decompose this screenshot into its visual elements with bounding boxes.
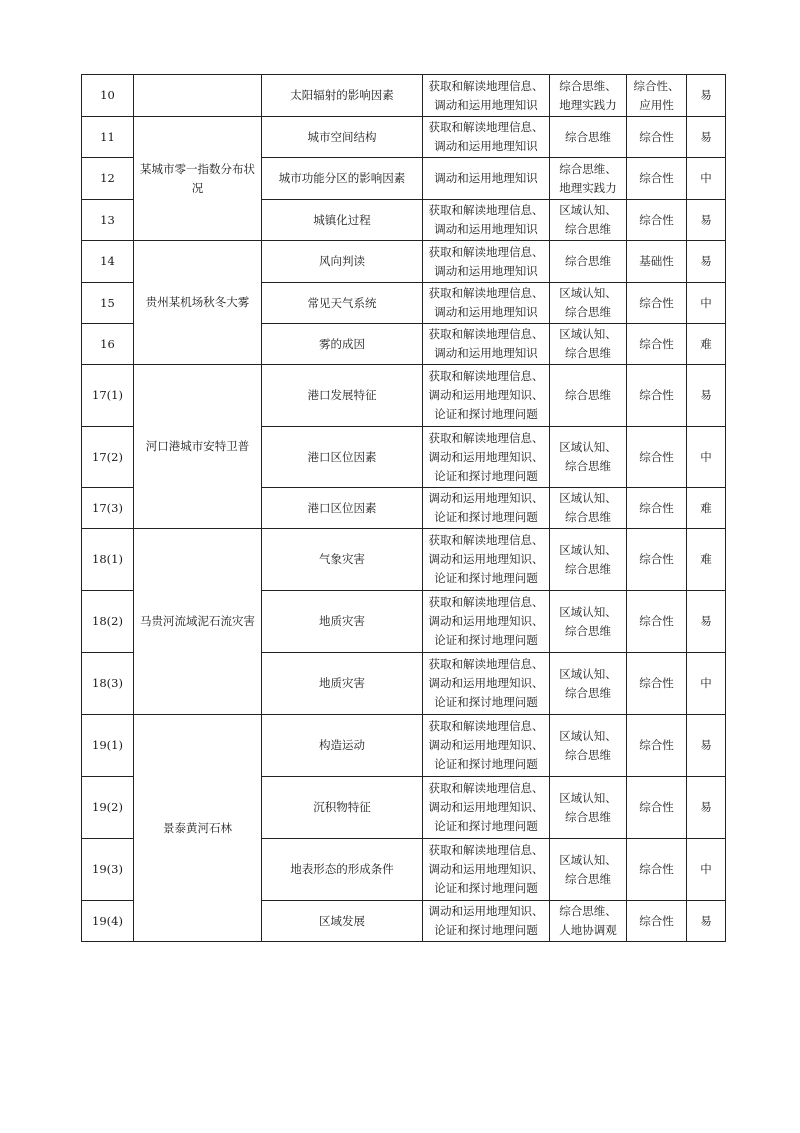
trait-cell [627,839,687,901]
literacy-cell [550,117,627,158]
question-number: 17(1) [82,365,134,427]
trait-cell-line: 综合性 [639,552,674,566]
trait-cell [627,75,687,117]
literacy-cell-line: 综合思维、 [559,904,617,918]
question-number: 19(3) [82,839,134,901]
ability-cell [423,75,550,117]
literacy-cell-line: 区域认知、 [559,542,617,557]
literacy-cell-line: 综合思维 [565,747,611,762]
literacy-cell [550,529,627,591]
ability-cell-line: 论证和探讨地理问题 [434,510,538,524]
ability-cell-line: 论证和探讨地理问题 [434,881,538,895]
context-cell: 景泰黄河石林 [134,715,262,942]
ability-cell [423,529,550,591]
ability-cell-line: 论证和探讨地理问题 [434,468,538,483]
ability-cell-line: 获取和解读地理信息、 [428,369,544,383]
ability-cell [423,117,550,158]
literacy-cell [550,653,627,715]
table-body [82,75,726,942]
question-number: 15 [82,283,134,324]
trait-cell-line: 综合性 [639,676,674,690]
content-cell: 区域发展 [262,901,423,942]
content-cell: 常见天气系统 [262,283,423,324]
trait-cell [627,653,687,715]
content-cell: 沉积物特征 [262,777,423,839]
literacy-cell-line: 区域认知、 [559,491,617,505]
difficulty-cell: 中 [687,158,726,200]
question-number: 16 [82,324,134,365]
ability-cell-line: 论证和探讨地理问题 [434,819,538,833]
literacy-cell-line: 综合思维 [565,459,611,473]
ability-cell-line: 调动和运用地理知识、 [428,800,544,814]
literacy-cell-line: 区域认知、 [559,666,617,681]
difficulty-cell: 易 [687,365,726,427]
literacy-cell-line: 地理实践力 [559,180,617,195]
content-cell: 太阳辐射的影响因素 [262,75,423,117]
ability-cell-line: 获取和解读地理信息、 [428,120,544,134]
trait-cell-line: 综合性 [639,862,674,876]
question-number: 17(3) [82,488,134,529]
literacy-cell [550,488,627,529]
difficulty-cell: 易 [687,200,726,241]
difficulty-cell: 易 [687,241,726,283]
trait-cell-line: 综合性 [639,738,674,752]
context-cell [134,75,262,117]
content-cell: 港口区位因素 [262,427,423,488]
difficulty-cell: 中 [687,427,726,488]
ability-cell-line: 论证和探讨地理问题 [434,407,538,421]
content-cell: 气象灾害 [262,529,423,591]
literacy-cell-line: 区域认知、 [559,728,617,743]
question-number: 19(2) [82,777,134,839]
content-cell: 风向判读 [262,241,423,283]
ability-cell-line: 调动和运用地理知识、 [428,738,544,752]
ability-cell-line: 论证和探讨地理问题 [434,633,538,647]
trait-cell [627,591,687,653]
difficulty-cell: 难 [687,324,726,365]
content-cell: 港口发展特征 [262,365,423,427]
ability-cell-line: 调动和运用地理知识、 [428,449,544,464]
ability-cell-line: 论证和探讨地理问题 [434,695,538,709]
table-row [82,715,726,777]
table-row [82,365,726,427]
trait-cell-line: 综合性、 [633,78,680,93]
difficulty-cell: 易 [687,75,726,117]
ability-cell [423,324,550,365]
ability-cell [423,283,550,324]
literacy-cell-line: 区域认知、 [559,327,617,341]
ability-cell [423,715,550,777]
ability-cell-line: 获取和解读地理信息、 [428,327,544,341]
literacy-cell [550,158,627,200]
question-number: 19(1) [82,715,134,777]
ability-cell [423,901,550,942]
trait-cell-line: 基础性 [639,254,674,268]
ability-cell [423,653,550,715]
ability-cell-line: 获取和解读地理信息、 [428,244,544,259]
literacy-cell [550,901,627,942]
difficulty-cell: 难 [687,529,726,591]
trait-cell [627,901,687,942]
trait-cell-line: 综合性 [639,449,674,464]
ability-cell-line: 调动和运用地理知识 [434,222,538,236]
literacy-cell [550,427,627,488]
content-cell: 城市功能分区的影响因素 [262,158,423,200]
literacy-cell-line: 综合思维 [565,623,611,638]
trait-cell-line: 综合性 [639,212,674,227]
literacy-cell [550,324,627,365]
literacy-cell-line: 区域认知、 [559,852,617,867]
ability-cell-line: 获取和解读地理信息、 [428,430,544,445]
literacy-cell-line: 综合思维 [565,346,611,360]
literacy-cell-line: 区域认知、 [559,286,617,300]
trait-cell [627,117,687,158]
literacy-cell-line: 区域认知、 [559,604,617,619]
ability-cell-line: 获取和解读地理信息、 [428,203,544,217]
trait-cell-line: 综合性 [639,913,674,928]
ability-cell-line: 获取和解读地理信息、 [428,595,544,609]
trait-cell [627,324,687,365]
ability-cell-line: 调动和运用地理知识、 [428,614,544,628]
literacy-cell-line: 综合思维 [565,561,611,576]
literacy-cell [550,365,627,427]
question-number: 13 [82,200,134,241]
literacy-cell-line: 综合思维、 [559,161,617,176]
content-cell: 城镇化过程 [262,200,423,241]
literacy-cell-line: 综合思维 [565,388,611,402]
difficulty-cell: 易 [687,715,726,777]
trait-cell [627,529,687,591]
ability-cell [423,591,550,653]
ability-cell-line: 获取和解读地理信息、 [428,719,544,733]
ability-cell [423,158,550,200]
trait-cell-line: 综合性 [639,614,674,628]
literacy-cell [550,839,627,901]
ability-cell-line: 论证和探讨地理问题 [434,923,538,937]
trait-cell [627,283,687,324]
table-row [82,241,726,283]
ability-cell-line: 获取和解读地理信息、 [428,843,544,857]
question-number: 14 [82,241,134,283]
question-number: 10 [82,75,134,117]
difficulty-cell: 难 [687,488,726,529]
literacy-cell [550,777,627,839]
trait-cell-line: 综合性 [639,500,674,515]
literacy-cell-line: 区域认知、 [559,440,617,454]
ability-cell-line: 调动和运用地理知识 [434,139,538,153]
difficulty-cell: 易 [687,591,726,653]
literacy-cell-line: 区域认知、 [559,790,617,805]
content-cell: 地质灾害 [262,653,423,715]
literacy-cell [550,591,627,653]
literacy-cell-line: 综合思维 [565,305,611,319]
trait-cell-line: 综合性 [639,129,674,144]
literacy-cell [550,241,627,283]
difficulty-cell: 易 [687,117,726,158]
ability-cell [423,839,550,901]
content-cell: 地质灾害 [262,591,423,653]
question-number: 12 [82,158,134,200]
trait-cell-line: 综合性 [639,171,674,185]
ability-cell-line: 获取和解读地理信息、 [428,78,544,93]
trait-cell [627,241,687,283]
ability-cell [423,365,550,427]
literacy-cell-line: 综合思维 [565,129,611,144]
ability-cell [423,200,550,241]
ability-cell-line: 调动和运用地理知识 [434,346,538,360]
ability-cell-line: 调动和运用地理知识 [434,305,538,319]
trait-cell-line: 综合性 [639,336,674,351]
trait-cell [627,365,687,427]
ability-cell-line: 论证和探讨地理问题 [434,571,538,585]
ability-cell-line: 调动和运用地理知识 [434,171,538,185]
table-row [82,529,726,591]
ability-cell [423,427,550,488]
context-cell: 贵州某机场秋冬大雾 [134,241,262,365]
question-number: 18(1) [82,529,134,591]
table-row [82,75,726,117]
literacy-cell [550,200,627,241]
content-cell: 港口区位因素 [262,488,423,529]
context-cell: 某城市零一指数分布状况 [134,117,262,241]
literacy-cell-line: 地理实践力 [559,97,617,112]
literacy-cell-line: 人地协调观 [559,923,617,937]
question-number: 11 [82,117,134,158]
literacy-cell-line: 综合思维 [565,222,611,236]
trait-cell [627,715,687,777]
literacy-cell-line: 综合思维、 [559,78,617,93]
trait-cell-line: 综合性 [639,800,674,814]
literacy-cell-line: 综合思维 [565,685,611,700]
question-number: 18(2) [82,591,134,653]
literacy-cell-line: 综合思维 [565,871,611,886]
trait-cell-line: 综合性 [639,388,674,402]
ability-cell-line: 论证和探讨地理问题 [434,757,538,771]
literacy-cell-line: 综合思维 [565,254,611,268]
trait-cell-line: 综合性 [639,295,674,310]
difficulty-cell: 易 [687,901,726,942]
trait-cell [627,158,687,200]
ability-cell-line: 调动和运用地理知识、 [428,491,544,505]
literacy-cell [550,715,627,777]
ability-cell-line: 调动和运用地理知识 [434,97,538,112]
literacy-cell [550,75,627,117]
ability-cell-line: 获取和解读地理信息、 [428,781,544,795]
context-cell: 马贵河流域泥石流灾害 [134,529,262,715]
content-cell: 雾的成因 [262,324,423,365]
trait-cell [627,488,687,529]
ability-cell-line: 调动和运用地理知识、 [428,552,544,566]
question-analysis-table [81,74,726,942]
ability-cell-line: 调动和运用地理知识、 [428,676,544,690]
trait-cell-line: 应用性 [639,97,674,112]
ability-cell-line: 调动和运用地理知识、 [428,904,544,918]
content-cell: 城市空间结构 [262,117,423,158]
trait-cell [627,777,687,839]
question-number: 18(3) [82,653,134,715]
difficulty-cell: 中 [687,653,726,715]
question-number: 19(4) [82,901,134,942]
ability-cell-line: 获取和解读地理信息、 [428,657,544,671]
trait-cell [627,200,687,241]
trait-cell [627,427,687,488]
literacy-cell-line: 区域认知、 [559,203,617,217]
difficulty-cell: 中 [687,283,726,324]
literacy-cell [550,283,627,324]
literacy-cell-line: 综合思维 [565,510,611,524]
ability-cell-line: 获取和解读地理信息、 [428,533,544,547]
difficulty-cell: 中 [687,839,726,901]
context-cell: 河口港城市安特卫普 [134,365,262,529]
table-row [82,117,726,158]
ability-cell-line: 调动和运用地理知识、 [428,388,544,402]
ability-cell-line: 调动和运用地理知识、 [428,862,544,876]
ability-cell-line: 调动和运用地理知识 [434,263,538,278]
literacy-cell-line: 综合思维 [565,809,611,824]
ability-cell [423,488,550,529]
ability-cell [423,241,550,283]
question-number: 17(2) [82,427,134,488]
ability-cell [423,777,550,839]
ability-cell-line: 获取和解读地理信息、 [428,286,544,300]
content-cell: 地表形态的形成条件 [262,839,423,901]
content-cell: 构造运动 [262,715,423,777]
difficulty-cell: 易 [687,777,726,839]
